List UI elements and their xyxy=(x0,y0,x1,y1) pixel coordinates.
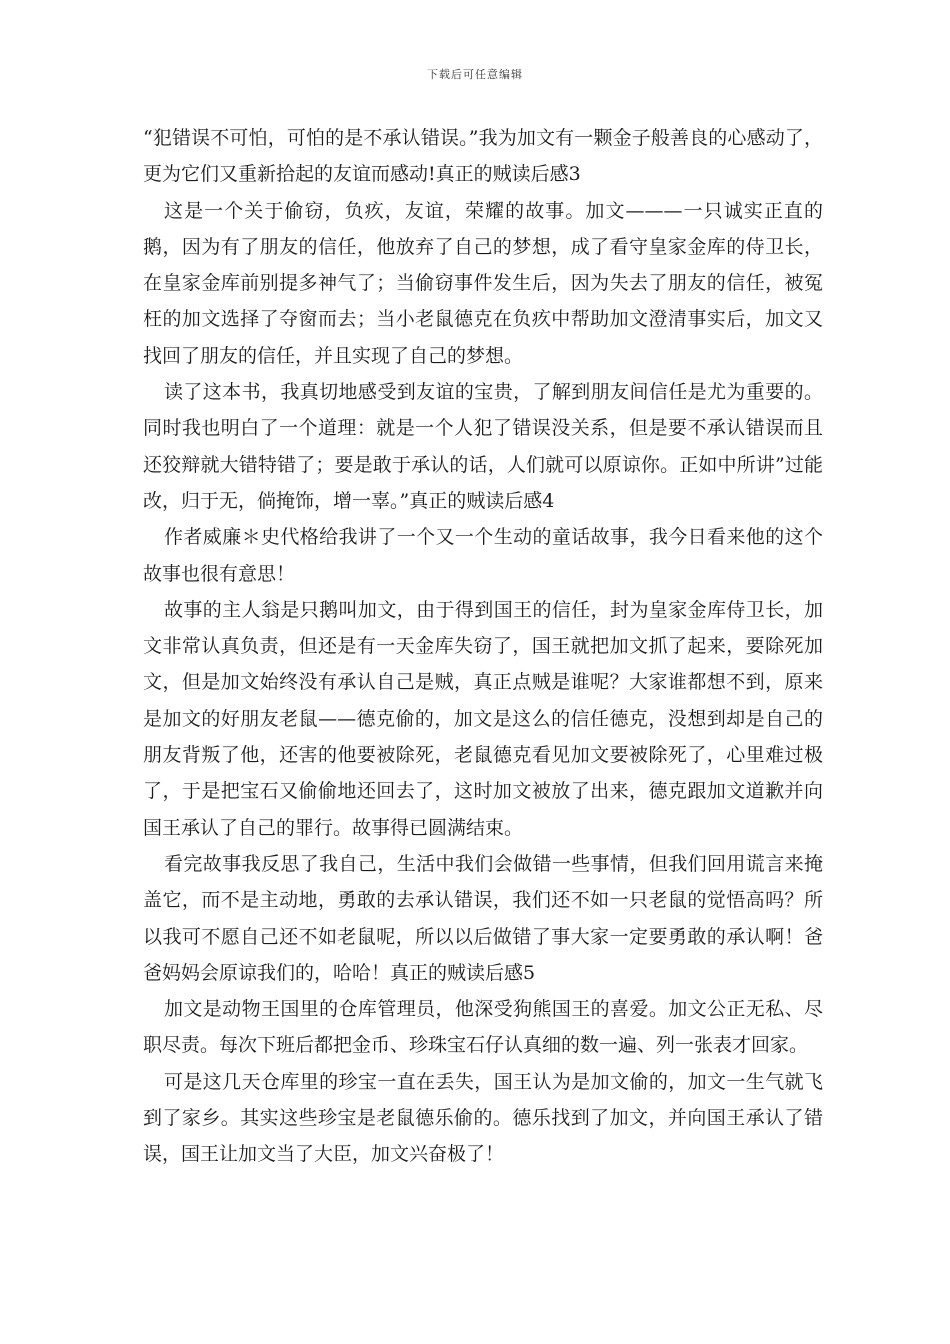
paragraph: 加文是动物王国里的仓库管理员，他深受狗熊国王的喜爱。加文公正无私、尽职尽责。每次下班后都把金币、珍珠宝石仔认真细的数一遍、列一张表才回家。 xyxy=(143,998,823,1057)
document-body xyxy=(143,120,823,1173)
paragraph: 看完故事我反思了我自己，生活中我们会做错一些事情，但我们回用谎言来掩盖它，而不是主动地，勇敢的去承认错误，我们还不如一只老鼠的觉悟高吗？所以我可不愿自己还不如老鼠呢，所以以后做错了事大家一定要勇敢的承认啊！爸爸妈妈会原谅我们的，哈哈！真正的贼读后感5 xyxy=(143,852,823,984)
page-header: 下载后可任意编辑 xyxy=(427,68,523,81)
paragraph: 可是这几天仓库里的珍宝一直在丢失，国王认为是加文偷的，加文一生气就飞到了家乡。其实这些珍宝是老鼠德乐偷的。德乐找到了加文，并向国王承认了错误，国王让加文当了大臣，加文兴奋极了！ xyxy=(143,1070,823,1166)
paragraph: “犯错误不可怕，可怕的是不承认错误。”我为加文有一颗金子般善良的心感动了，更为它们又重新拾起的友谊而感动!真正的贼读后感3 xyxy=(143,127,823,186)
paragraph: 这是一个关于偷窃，负疚，友谊，荣耀的故事。加文———一只诚实正直的鹅，因为有了朋友的信任，他放弃了自己的梦想，成了看守皇家金库的侍卫长，在皇家金库前别提多神气了；当偷窃事件发生后，因为失去了朋友的信任，被冤枉的加文选择了夺窗而去；当小老鼠德克在负疚中帮助加文澄清事实后，加文又找回了朋友的信任，并且实现了自己的梦想。 xyxy=(143,199,823,367)
paragraph: 读了这本书，我真切地感受到友谊的宝贵，了解到朋友间信任是尤为重要的。同时我也明白了一个道理：就是一个人犯了错误没关系，但是要不承认错误而且还狡辩就大错特错了；要是敢于承认的话，人们就可以原谅你。正如中所讲”过能改，归于无，倘掩饰，增一辜。”真正的贼读后感4 xyxy=(143,381,823,512)
paragraph: 故事的主人翁是只鹅叫加文，由于得到国王的信任，封为皇家金库侍卫长，加文非常认真负责，但还是有一天金库失窃了，国王就把加文抓了起来，要除死加文，但是加文始终没有承认自己是贼，真正点贼是谁呢？大家谁都想不到，原来是加文的好朋友老鼠——德克偷的，加文是这么的信任德克，没想到却是自己的朋友背叛了他，还害的他要被除死，老鼠德克看见加文要被除死了，心里难过极了，于是把宝石又偷偷地还回去了，这时加文被放了出来，德克跟加文道歉并向国王承认了自己的罪行。故事得已圆满结束。 xyxy=(143,598,823,839)
paragraph: 作者威廉＊史代格给我讲了一个又一个生动的童话故事，我今日看来他的这个故事也很有意思！ xyxy=(143,526,823,585)
